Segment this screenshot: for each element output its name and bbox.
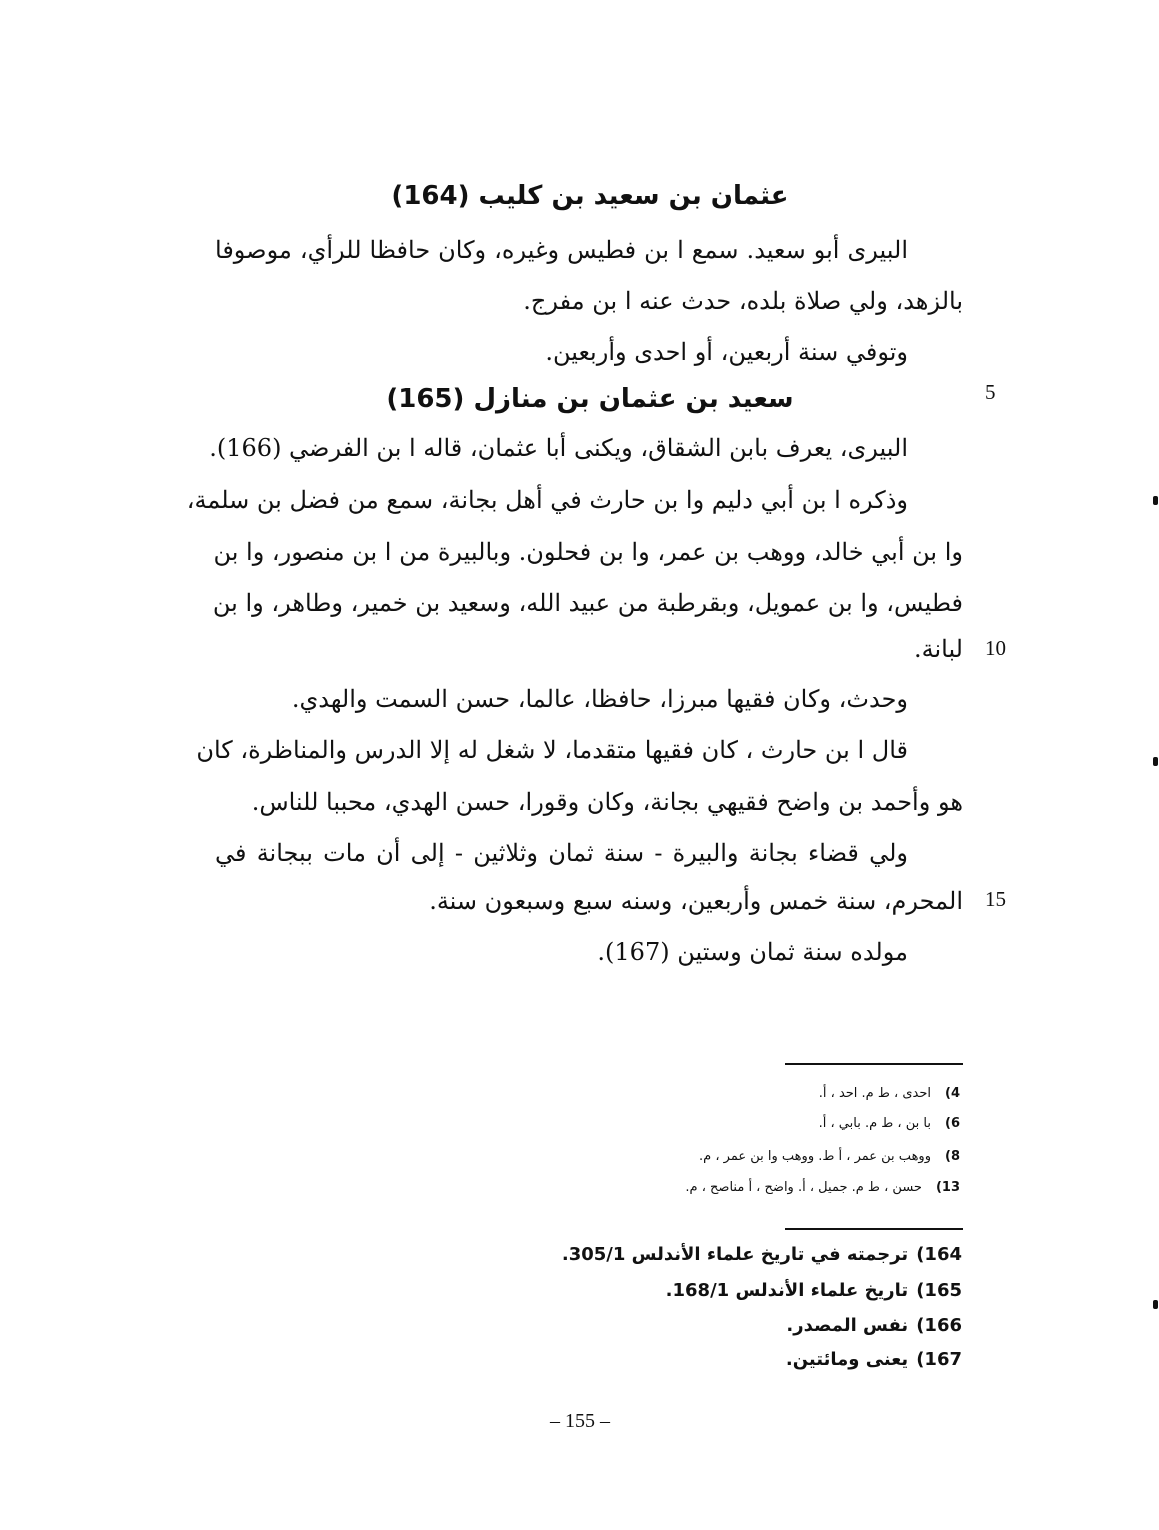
body-line: قال ا بن حارث ، كان فقيها متقدما، لا شغل له إلا الدرس والمناظرة، كان [196,736,908,764]
reference-number: 167) [916,1349,962,1370]
body-line: مولده سنة ثمان وستين (167). [597,938,908,966]
variant-note-number: 8) [945,1149,960,1164]
variant-note-text: ووهب بن عمر ، أ ط. ووهب وا بن عمر ، م. [699,1149,931,1164]
body-line: وحدث، وكان فقيها مبرزا، حافظا، عالما، حسن السمت والهدي. [291,685,908,713]
body-line: هو وأحمد بن واضح فقيهي بجانة، وكان وقورا، حسن الهدي، محببا للناس. [251,788,963,816]
body-line: البيرى أبو سعيد. سمع ا بن فطيس وغيره، وكان حافظا للرأي، موصوفا [215,236,908,264]
reference-text: ترجمته في تاريخ علماء الأندلس 305/1. [561,1244,909,1265]
reference-text: نفس المصدر. [786,1315,909,1336]
body-line: فطيس، وا بن عمويل، وبقرطبة من عبيد الله، وسعيد بن خمير، وطاهر، وا بن [212,589,963,617]
reference-number: 164) [916,1244,962,1265]
scan-speck [1153,1300,1158,1309]
variant-note [560,1177,960,1199]
variant-note-number: 6) [945,1116,960,1131]
body-line: ولي قضاء بجانة والبيرة - سنة ثمان وثلاثين - إلى أن مات ببجانة في [215,839,908,867]
variant-note-number: 13) [935,1180,960,1195]
variant-note [560,1146,960,1168]
body-line: البيرى، يعرف بابن الشقاق، ويكنى أبا عثمان، قاله ا بن الفرضي (166). [209,434,908,462]
variant-note-text: با بن ، ط م. بابي ، أ. [818,1116,931,1131]
variant-note-text: احدى ، ط م. احد ، أ. [818,1086,931,1101]
body-line: لبانة. [913,635,963,663]
reference-number: 166) [916,1315,962,1336]
entry-heading-165: سعيد بن عثمان بن منازل (165) [386,384,794,414]
page-number: – 155 – [550,1410,610,1432]
variant-note-text: حسن ، ط م. جميل ، أ. واضح ، أ مناصح ، م. [685,1180,922,1195]
reference-number: 165) [916,1280,962,1301]
body-line: المحرم، سنة خمس وأربعين، وسنه سبع وسبعون سنة. [429,887,963,915]
variant-note [560,1083,960,1105]
body-line: وتوفي سنة أربعين، أو احدى وأربعين. [545,338,908,366]
line-number: 10 [985,636,1006,660]
variant-note [560,1113,960,1135]
reference-note [540,1276,962,1306]
reference-note [540,1345,962,1375]
reference-note [540,1240,962,1270]
references-rule [785,1228,963,1230]
body-line: بالزهد، ولي صلاة بلده، حدث عنه ا بن مفرج. [523,287,963,315]
reference-text: تاريخ علماء الأندلس 168/1. [665,1280,909,1301]
reference-text: يعنى ومائتين. [785,1349,909,1370]
variant-note-number: 4) [945,1086,960,1101]
line-number: 5 [985,380,996,404]
scan-speck [1153,757,1158,766]
reference-note [540,1311,962,1341]
scan-speck [1153,496,1158,505]
body-line: وا بن أبي خالد، ووهب بن عمر، وا بن فحلون. وبالبيرة من ا بن منصور، وا بن [213,538,963,566]
variant-notes-rule [785,1063,963,1065]
entry-heading-164: عثمان بن سعيد بن كليب (164) [391,181,789,211]
line-number: 15 [985,887,1006,911]
body-line: وذكره ا بن أبي دليم وا بن حارث في أهل بجانة، سمع من فضل بن سلمة، [186,486,908,514]
